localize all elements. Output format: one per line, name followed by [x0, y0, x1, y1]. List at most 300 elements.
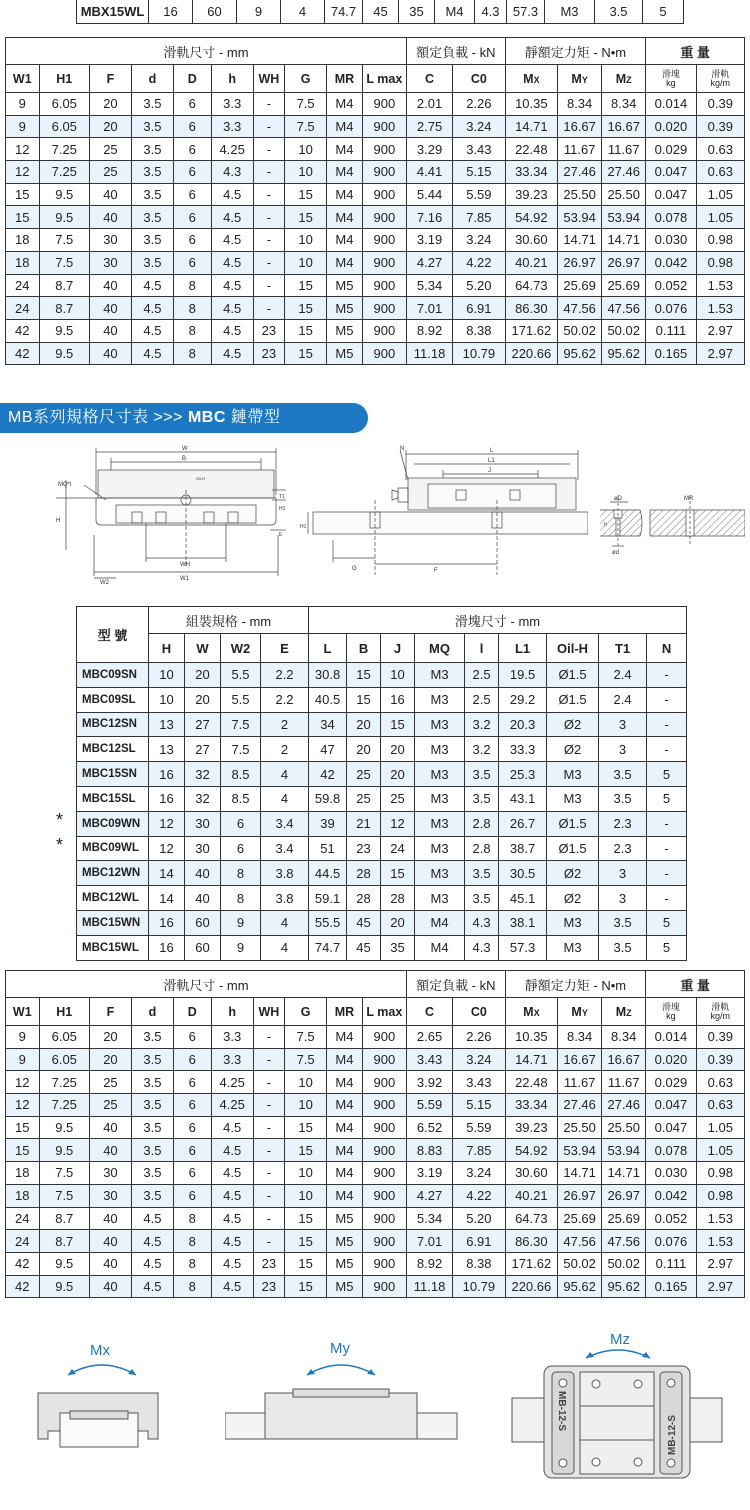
table-cell: 2.2 [261, 687, 309, 712]
assembly-group-header: 組裝規格 - mm [149, 607, 309, 634]
table-cell: 4.5 [211, 1139, 253, 1162]
table-cell: 40 [89, 1230, 131, 1253]
column-header: MR [327, 65, 363, 93]
table-cell: 59.1 [309, 886, 347, 911]
table-cell: 8.7 [39, 274, 89, 297]
table-cell: 5.59 [453, 1116, 505, 1139]
table-cell: 7.85 [453, 206, 505, 229]
table-cell: 28 [347, 886, 381, 911]
table-cell: 4.5 [211, 1184, 253, 1207]
weight-group-header: 重 量 [646, 971, 745, 998]
column-header-w_rail [696, 998, 744, 1026]
table-cell: 30 [185, 836, 221, 861]
table-cell: 8.38 [453, 1252, 505, 1275]
column-header-my [558, 998, 602, 1026]
table-cell: 8 [173, 274, 211, 297]
table-cell: 6 [173, 161, 211, 184]
table-cell: 10 [149, 687, 185, 712]
rail-group-header: 滑軌尺寸 - mm [6, 971, 407, 998]
table-cell: 40 [89, 1252, 131, 1275]
column-header: Oil-H [547, 634, 599, 663]
table-cell: 6 [173, 1071, 211, 1094]
table-row [6, 342, 745, 365]
table-cell: 2.2 [261, 663, 309, 688]
table-cell: 3 [599, 712, 647, 737]
table-cell: M5 [327, 342, 363, 365]
table-cell: 4 [261, 935, 309, 960]
table-cell: 10.79 [453, 342, 505, 365]
table-cell: - [253, 1184, 284, 1207]
table-cell: 20 [347, 737, 381, 762]
table-cell: 15 [285, 297, 327, 320]
table-cell: 7.25 [39, 161, 89, 184]
table-cell: - [253, 1071, 284, 1094]
table-cell: M5 [327, 319, 363, 342]
column-header: W1 [6, 998, 40, 1026]
column-header: d [131, 998, 173, 1026]
top-row-cell: 74.7 [325, 0, 363, 24]
table-cell: 3.5 [131, 251, 173, 274]
table-cell: 2.75 [406, 115, 452, 138]
table-cell: 14 [149, 886, 185, 911]
table-cell: 47 [309, 737, 347, 762]
table-cell: M3 [415, 836, 465, 861]
table-cell: 9.5 [39, 342, 89, 365]
table-cell: Ø1.5 [547, 687, 599, 712]
table-cell: 64.73 [505, 274, 557, 297]
table-cell: 900 [362, 319, 406, 342]
table-cell: 32 [185, 762, 221, 787]
table-cell: 900 [362, 1048, 406, 1071]
table-cell: 40 [89, 183, 131, 206]
w_rail-unit: kg/m [710, 1010, 731, 1021]
table-cell: 15 [285, 1275, 327, 1298]
top-row-cell: 5 [643, 0, 684, 24]
table-cell: 42 [6, 1252, 40, 1275]
table-cell: 4.5 [131, 274, 173, 297]
table-cell: 8.34 [558, 93, 602, 116]
table-cell: 8 [173, 1207, 211, 1230]
table-cell: M4 [327, 115, 363, 138]
table-cell: 15 [347, 663, 381, 688]
table-cell: 171.62 [505, 319, 557, 342]
table-cell: 0.39 [696, 93, 744, 116]
table-cell: 4.5 [211, 1275, 253, 1298]
table-cell: 20 [185, 663, 221, 688]
column-header: H [149, 634, 185, 663]
table-cell: M5 [327, 1207, 363, 1230]
table-cell: 3.5 [599, 935, 647, 960]
top-row-cell: 4.3 [475, 0, 507, 24]
my-sub: Y [581, 1007, 588, 1018]
table-cell: M3 [547, 910, 599, 935]
table-cell: 19.5 [499, 663, 547, 688]
column-header: H1 [39, 998, 89, 1026]
table-cell: M4 [327, 206, 363, 229]
table-cell: 20 [89, 115, 131, 138]
table-cell: 3.5 [599, 762, 647, 787]
table-cell: 3.5 [465, 786, 499, 811]
column-header: W2 [221, 634, 261, 663]
table-cell: 25 [89, 138, 131, 161]
table-cell: 10 [285, 161, 327, 184]
table-cell: 0.111 [646, 319, 696, 342]
table-cell: 0.020 [646, 1048, 696, 1071]
table-cell: 9.5 [39, 319, 89, 342]
table-cell: 23 [253, 1275, 284, 1298]
table-cell: 0.047 [646, 161, 696, 184]
table-cell: 12 [6, 1071, 40, 1094]
table-cell: 25.3 [499, 762, 547, 787]
table-cell: 4.5 [211, 1116, 253, 1139]
table-cell: M4 [327, 1026, 363, 1049]
cross-section-drawing [36, 440, 286, 585]
my-label: My [330, 1340, 350, 1357]
table-cell: - [253, 1094, 284, 1117]
table-cell: 7.5 [285, 115, 327, 138]
table-cell: 2.97 [696, 1275, 744, 1298]
table-cell: 18 [6, 1162, 40, 1185]
table-cell: 6 [173, 229, 211, 252]
table-cell: 6.05 [39, 93, 89, 116]
table-row [6, 1116, 745, 1139]
table-cell: 3.5 [131, 161, 173, 184]
column-header-mz [602, 998, 646, 1026]
table-cell: 14.71 [558, 1162, 602, 1185]
table-cell: 15 [285, 342, 327, 365]
table-cell: 12 [381, 811, 415, 836]
table-cell: 900 [362, 1230, 406, 1253]
table-cell: 900 [362, 1026, 406, 1049]
table-cell: 11.67 [602, 138, 646, 161]
table-cell: 15 [285, 206, 327, 229]
table-cell: 47.56 [558, 297, 602, 320]
table-cell: 27.46 [602, 1094, 646, 1117]
table-cell: 2.5 [465, 687, 499, 712]
table-cell: 30.60 [505, 1162, 557, 1185]
table-cell: 8.7 [39, 1230, 89, 1253]
table-cell: 23 [253, 319, 284, 342]
table-cell: 43.1 [499, 786, 547, 811]
table-cell: 5.5 [221, 663, 261, 688]
table-cell: 9.5 [39, 1139, 89, 1162]
top-row-cell: 3.5 [595, 0, 643, 24]
table-cell: 0.020 [646, 115, 696, 138]
column-header: J [381, 634, 415, 663]
table-cell: - [647, 737, 687, 762]
table-cell: 4.3 [211, 161, 253, 184]
table-cell: 7.5 [39, 229, 89, 252]
table-cell: 40 [89, 1275, 131, 1298]
table-cell: Ø2 [547, 886, 599, 911]
table-cell: 53.94 [558, 206, 602, 229]
table-cell: 6.05 [39, 1048, 89, 1071]
table-cell: 15 [347, 687, 381, 712]
table-cell: 42 [6, 342, 40, 365]
table-cell: 0.39 [696, 115, 744, 138]
table-cell: 16.67 [602, 1048, 646, 1071]
table-cell: 12 [149, 811, 185, 836]
table-cell: 9 [6, 115, 40, 138]
table-cell: 3.4 [261, 836, 309, 861]
table-cell: 5.15 [453, 1094, 505, 1117]
table-cell: 3.4 [261, 811, 309, 836]
mx-label: Mx [90, 1342, 110, 1359]
block-marking-left: MB-12-S [556, 1391, 567, 1432]
spec-row [77, 712, 687, 737]
table-cell: - [253, 1230, 284, 1253]
label-b: B [182, 456, 187, 462]
table-cell: 16.67 [558, 115, 602, 138]
table-cell: 3.24 [453, 115, 505, 138]
table-cell: 4.5 [211, 319, 253, 342]
label-e: E [279, 532, 283, 538]
table-cell: 33.34 [505, 1094, 557, 1117]
table-cell: 8.7 [39, 297, 89, 320]
table-cell: 6.52 [406, 1116, 452, 1139]
table-cell: 20 [185, 687, 221, 712]
moment-mx-diagram [30, 1335, 170, 1455]
table-cell: 0.052 [646, 274, 696, 297]
table-cell: 64.73 [505, 1207, 557, 1230]
label-d: ød [612, 550, 620, 556]
table-cell: 2.97 [696, 1252, 744, 1275]
table-cell: 15 [6, 183, 40, 206]
table-row [6, 1026, 745, 1049]
table-cell: 14.71 [505, 1048, 557, 1071]
table-cell: 20 [381, 737, 415, 762]
model-cell: MBC15SL [77, 786, 149, 811]
table-cell: 8.5 [221, 786, 261, 811]
table-cell: 900 [362, 297, 406, 320]
table-cell: Ø1.5 [547, 811, 599, 836]
column-header-mx [505, 998, 557, 1026]
mz-label: Mz [610, 1331, 630, 1348]
table-cell: 3.5 [131, 1094, 173, 1117]
table-cell: 0.047 [646, 1116, 696, 1139]
table-cell: 20 [381, 762, 415, 787]
table-cell: 8 [173, 1252, 211, 1275]
table-cell: 900 [362, 342, 406, 365]
table-cell: 25.50 [558, 183, 602, 206]
table-cell: 3.2 [465, 737, 499, 762]
table-cell: 1.05 [696, 1139, 744, 1162]
table-cell: - [253, 1139, 284, 1162]
table-cell: 2.97 [696, 342, 744, 365]
table-cell: 9 [6, 93, 40, 116]
table-cell: 2.8 [465, 836, 499, 861]
table-cell: M3 [547, 786, 599, 811]
table-cell: 0.076 [646, 297, 696, 320]
table-cell: 6 [173, 1094, 211, 1117]
table-cell: 26.97 [558, 251, 602, 274]
table-cell: 8.34 [602, 1026, 646, 1049]
top-row-cell: 4 [281, 0, 325, 24]
table-cell: 6 [173, 1116, 211, 1139]
table-cell: 4.25 [211, 1094, 253, 1117]
table-cell: - [647, 811, 687, 836]
table-cell: 10.79 [453, 1275, 505, 1298]
table-cell: 4 [261, 910, 309, 935]
table-cell: - [253, 1026, 284, 1049]
column-header: MQ [415, 634, 465, 663]
table-cell: 86.30 [505, 297, 557, 320]
model-header: 型 號 [77, 607, 149, 663]
table-row [6, 1252, 745, 1275]
mx-sub: X [533, 1007, 540, 1018]
table-cell: 1.53 [696, 1230, 744, 1253]
table-cell: 25.69 [602, 1207, 646, 1230]
mz-m: M [615, 1004, 627, 1019]
mx-sub: X [533, 74, 540, 85]
table-cell: 2.3 [599, 811, 647, 836]
my-m: M [571, 71, 582, 86]
table-cell: Ø1.5 [547, 836, 599, 861]
table-cell: 9 [221, 910, 261, 935]
table-cell: 18 [6, 1184, 40, 1207]
table-cell: 0.014 [646, 1026, 696, 1049]
w_block-unit: kg [666, 77, 676, 88]
table-cell: 8 [221, 886, 261, 911]
label-wh: WH [180, 562, 190, 568]
table-cell: 15 [285, 1207, 327, 1230]
table-cell: 6.91 [453, 297, 505, 320]
table-cell: 1.53 [696, 1207, 744, 1230]
table-cell: 16 [149, 762, 185, 787]
table-cell: 6 [173, 1162, 211, 1185]
table-cell: 900 [362, 1162, 406, 1185]
table-cell: 40 [89, 342, 131, 365]
table-cell: 16 [149, 935, 185, 960]
column-header: L [309, 634, 347, 663]
table-cell: - [647, 861, 687, 886]
w_rail-label: 滑軌 [711, 68, 730, 79]
mz-sub: Z [626, 1007, 632, 1018]
table-cell: 3.19 [406, 1162, 452, 1185]
top-row-cell: 35 [399, 0, 435, 24]
table-row [6, 1184, 745, 1207]
model-cell: MBC15WN [77, 910, 149, 935]
table-cell: 220.66 [505, 342, 557, 365]
table-cell: 0.63 [696, 161, 744, 184]
table-cell: 5 [647, 762, 687, 787]
table-cell: 6 [221, 836, 261, 861]
spec-row [77, 687, 687, 712]
star-marker: * [56, 809, 64, 830]
model-cell: MBC09WL [77, 836, 149, 861]
table-cell: 0.63 [696, 1094, 744, 1117]
table-cell: 8.5 [221, 762, 261, 787]
table-cell: M4 [415, 910, 465, 935]
table-cell: 3.5 [131, 206, 173, 229]
banner-prefix: MB系列規格尺寸表 >>> [8, 409, 188, 426]
table-cell: 28 [347, 861, 381, 886]
table-cell: 10 [285, 1071, 327, 1094]
label-t1: T1 [279, 494, 285, 500]
table-cell: 45.1 [499, 886, 547, 911]
table-cell: 900 [362, 251, 406, 274]
table-cell: 0.39 [696, 1026, 744, 1049]
table-cell: 9 [6, 1048, 40, 1071]
table-cell: 0.030 [646, 1162, 696, 1185]
table-cell: 27 [185, 737, 221, 762]
top-row-cell: MBX15WL [77, 0, 149, 24]
table-cell: M4 [327, 1048, 363, 1071]
table-cell: 20 [89, 93, 131, 116]
table-cell: 40 [89, 1139, 131, 1162]
table-cell: M4 [327, 1094, 363, 1117]
table-cell: 4.5 [131, 1207, 173, 1230]
table-cell: 2.26 [453, 1026, 505, 1049]
table-cell: 25.50 [602, 183, 646, 206]
table-cell: 40 [185, 861, 221, 886]
table-cell: 7.25 [39, 1094, 89, 1117]
table-cell: 3.5 [465, 762, 499, 787]
table-cell: 3 [599, 861, 647, 886]
table-cell: M4 [327, 93, 363, 116]
table-cell: 900 [362, 206, 406, 229]
table-cell: 4.22 [453, 251, 505, 274]
label-l: L [490, 448, 494, 454]
table-cell: 59.8 [309, 786, 347, 811]
table-cell: 38.1 [499, 910, 547, 935]
label-w2: W2 [100, 580, 109, 585]
moment-my-diagram [225, 1335, 460, 1455]
table-cell: 8 [173, 297, 211, 320]
spec-row [77, 663, 687, 688]
table-cell: 27 [185, 712, 221, 737]
w_rail-label: 滑軌 [711, 1001, 730, 1012]
table-cell: 0.165 [646, 1275, 696, 1298]
table-cell: 0.047 [646, 183, 696, 206]
table-cell: 2.5 [465, 663, 499, 688]
table-cell: 3.92 [406, 1071, 452, 1094]
table-cell: 20 [89, 1048, 131, 1071]
table-cell: 5 [647, 786, 687, 811]
column-header: L max [362, 65, 406, 93]
table-cell: 30.8 [309, 663, 347, 688]
table-cell: 3.3 [211, 93, 253, 116]
table-cell: 6.91 [453, 1230, 505, 1253]
table-cell: M4 [415, 935, 465, 960]
table-cell: 14 [149, 861, 185, 886]
label-j: J [488, 468, 491, 474]
column-header: W [185, 634, 221, 663]
column-header: E [261, 634, 309, 663]
table-cell: 20 [89, 1026, 131, 1049]
table-cell: 12 [149, 836, 185, 861]
table-cell: 7.16 [406, 206, 452, 229]
table-cell: 5.59 [406, 1094, 452, 1117]
column-header-w_block [646, 998, 696, 1026]
table-cell: - [253, 115, 284, 138]
table-cell: 6 [173, 115, 211, 138]
table-cell: M4 [327, 161, 363, 184]
table-cell: 0.029 [646, 1071, 696, 1094]
table-cell: 15 [6, 1116, 40, 1139]
table-cell: 0.030 [646, 229, 696, 252]
table-cell: 0.98 [696, 1162, 744, 1185]
table-cell: 5 [647, 935, 687, 960]
table-cell: 4.5 [131, 1275, 173, 1298]
table-cell: 10 [285, 1162, 327, 1185]
table-cell: M3 [415, 811, 465, 836]
table-cell: 42 [309, 762, 347, 787]
table-cell: 8 [221, 861, 261, 886]
table-cell: 20 [347, 712, 381, 737]
table-cell: 15 [6, 1139, 40, 1162]
table-cell: 10 [381, 663, 415, 688]
